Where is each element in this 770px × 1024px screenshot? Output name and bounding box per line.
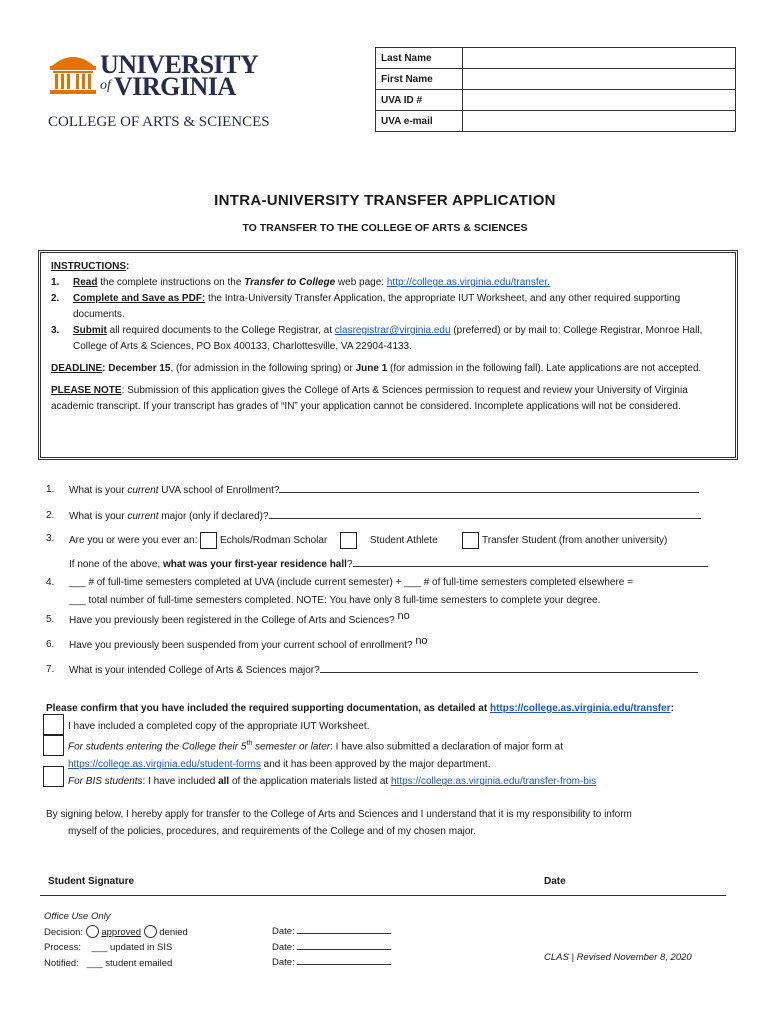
- denied-radio[interactable]: [144, 925, 157, 938]
- instruction-item-3: 3. Submit all required documents to the College Registrar, at clasregistrar@virginia.edu (preferred) or by mail to: College Registrar, Monroe Hall, College of Arts & Sciences, PO Box 400133, Charlottesville, VA 22904-4133.: [51, 325, 703, 352]
- transfer-page-link[interactable]: http://college.as.virginia.edu/transfer.: [386, 277, 550, 288]
- process-date-line[interactable]: [297, 940, 391, 950]
- uva-email-field[interactable]: [463, 111, 736, 132]
- logo-college: COLLEGE OF ARTS & SCIENCES: [48, 114, 270, 130]
- instructions-heading: INSTRUCTIONS: [51, 261, 126, 272]
- uva-email-label: UVA e-mail: [376, 111, 463, 132]
- office-dates: Date: Date: Date:: [272, 924, 391, 971]
- bis-transfer-link[interactable]: https://college.as.virginia.edu/transfer-from-bis: [390, 776, 597, 788]
- instruction-item-2: 2. Complete and Save as PDF: the Intra-University Transfer Application, the appropriate IUT Worksheet, and any other required supporting documents.: [51, 293, 681, 320]
- confirm-item-3: For BIS students: I have included all of the application materials listed at https://college.as.virginia.edu/transfer-from-bis: [68, 776, 597, 788]
- confirm-item-2: For students entering the College their 5th semester or later: I have also submitted a declaration of major form at: [68, 740, 563, 753]
- logo-virginia: VIRGINIA: [114, 72, 236, 101]
- registrar-email-link[interactable]: clasregistrar@virginia.edu: [334, 325, 451, 336]
- worksheet-checkbox[interactable]: [43, 714, 64, 735]
- student-id-table: [375, 47, 736, 132]
- signature-line[interactable]: [40, 895, 726, 896]
- please-note-text: PLEASE NOTE: Submission of this application gives the College of Arts & Sciences permission to request and review your University of Virginia academic transcript. If your transcript has grades of “IN” your application cannot be considered. Incomplete applications will not be considered.: [51, 385, 688, 412]
- residence-hall-line[interactable]: [353, 557, 708, 567]
- deadline-text: DEADLINE: December 15, (for admission in the following spring) or June 1 (for admission in the following fall). Late applications are not accepted.: [51, 363, 702, 374]
- approved-radio[interactable]: [86, 925, 99, 938]
- question-4-line2: ___ total number of full-time semesters completed. NOTE: You have only 8 full-time semesters to complete your degree.: [69, 595, 601, 606]
- confirm-item-2b: https://college.as.virginia.edu/student-forms and it has been approved by the major department.: [68, 758, 491, 770]
- question-3b: If none of the above, what was your first-year residence hall?: [69, 557, 739, 572]
- notified-date-line[interactable]: [297, 955, 391, 965]
- transfer-link[interactable]: https://college.as.virginia.edu/transfer: [489, 703, 671, 714]
- uva-id-field[interactable]: [463, 90, 736, 111]
- last-name-field[interactable]: [463, 48, 736, 69]
- bis-checkbox[interactable]: [43, 766, 64, 787]
- transfer-student-checkbox[interactable]: [462, 532, 479, 549]
- signing-statement: By signing below, I hereby apply for transfer to the College of Arts and Sciences and I understand that it is my responsibility to inform myself of the policies, procedures, and requirements of the College and of my chosen major.: [46, 809, 632, 837]
- last-name-label: Last Name: [376, 48, 463, 69]
- q5-answer[interactable]: no: [397, 610, 410, 622]
- page-subtitle: TO TRANSFER TO THE COLLEGE OF ARTS & SCIENCES: [242, 222, 528, 234]
- athlete-checkbox[interactable]: [340, 532, 357, 549]
- decision-date-line[interactable]: [297, 924, 391, 934]
- date-label: Date: [544, 876, 566, 887]
- echols-checkbox[interactable]: [200, 532, 217, 549]
- page-title: INTRA-UNIVERSITY TRANSFER APPLICATION: [214, 192, 556, 209]
- confirm-section: Please confirm that you have included the required supporting documentation, as detailed at https://college.as.virginia.edu/transfer: I have included a completed copy of the appropriate IUT Worksheet. For students entering the College their 5th semester or later: I have also submitted a declaration of major form at https://college.as.virginia.edu/student-forms and it has been approved by the major department. For BIS students: I have included all of the application materials listed at https://college.as.virginia.edu/transfer-from-bis: [46, 700, 746, 791]
- office-use-section: Office Use Only Decision: approved denied Process: ___ updated in SIS Notified: ___ student emailed: [44, 911, 188, 969]
- q1-answer-line[interactable]: [279, 483, 699, 493]
- uva-id-label: UVA ID #: [376, 90, 463, 111]
- instruction-item-1: 1. Read the complete instructions on the Transfer to College web page: http://college.as.virginia.edu/transfer.: [51, 277, 550, 288]
- first-name-label: First Name: [376, 69, 463, 90]
- uva-logo: [48, 46, 278, 136]
- q6-answer[interactable]: no: [415, 635, 428, 647]
- confirm-item-1: I have included a completed copy of the appropriate IUT Worksheet.: [68, 720, 370, 732]
- q2-answer-line[interactable]: [269, 509, 701, 519]
- q7-answer-line[interactable]: [320, 663, 698, 673]
- signature-label: Student Signature: [48, 876, 135, 887]
- office-heading: Office Use Only: [44, 911, 111, 922]
- major-form-checkbox[interactable]: [43, 735, 64, 756]
- logo-university: UNIVERSITY: [100, 50, 259, 79]
- logo-of: of: [100, 78, 111, 93]
- first-name-field[interactable]: [463, 69, 736, 90]
- student-forms-link[interactable]: https://college.as.virginia.edu/student-forms: [68, 758, 261, 770]
- rotunda-icon: [48, 46, 98, 96]
- instructions-box: INSTRUCTIONS: 1. Read the complete instructions on the Transfer to College web page: http://college.as.virginia.edu/transfer. 2. Complete and Save as PDF: the Intra-University Transfer Application, the appropriate IUT Worksheet, and any other required supporting documents. 3. Submit all required documents to the College Registrar, at clasregistrar@virginia.edu (preferred) or by mail to: College Registrar, Monroe Hall, College of Arts & Sciences, PO Box 400133, Charlottesville, VA 22904-4133. DEADLINE: December 15, (for admission in the following spring) or June 1 (for admission in the following fall). Late applications are not accepted. PLEASE NOTE: Submission of this application gives the College of Arts & Sciences permission to request and review your University of Virginia academic transcript. If your transcript has grades of “IN” your application cannot be considered. Incomplete applications will not be considered.: [38, 250, 738, 460]
- revision-note: CLAS | Revised November 8, 2020: [544, 952, 692, 963]
